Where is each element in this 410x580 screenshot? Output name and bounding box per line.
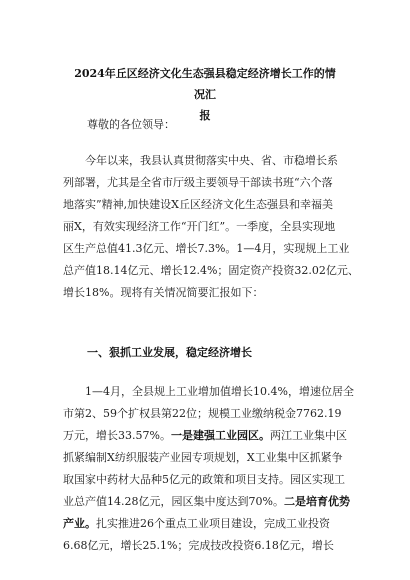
intro-line: 列部署，尤其是全省市厅级主要领导干部读书班“六个落 <box>63 176 333 189</box>
section1-paragraph <box>63 381 354 557</box>
section-heading: 一、狠抓工业发展，稳定经济增长 <box>87 346 252 359</box>
section1-line: 1—4月，全县规上工业增加值增长10.4%，增速位居全 <box>85 385 354 398</box>
section1-line <box>63 513 346 535</box>
intro-line: 地落实”精神,加快建设X丘区经济文化生态强县和幸福美 <box>63 198 333 211</box>
intro-line: 丽X，有效实现经济工作“开门红”。一季度，全县实现地 <box>63 220 336 233</box>
section1-line: 6.68亿元，增长25.1%；完成技改投资6.18亿元，增长 <box>63 539 334 552</box>
section1-line <box>63 491 350 513</box>
section1-line: 市第2、59个扩权县第22位；规模工业缴纳税金7762.19 <box>63 407 342 420</box>
section1-line: 取国家中药材大品种5亿元的政策和项目支持。园区实现工 <box>63 473 345 486</box>
salutation: 尊敬的各位领导： <box>87 118 175 131</box>
title-line-1: 2024年丘区经济文化生态强县稳定经济增长工作的情况汇 <box>74 67 336 101</box>
title-line-2: 报 <box>199 109 211 122</box>
bold-text-run: 二是培育优势 <box>283 495 350 508</box>
bold-text-run: 产业。 <box>63 517 96 530</box>
bold-text-run: 一是建强工业园区。 <box>170 429 270 442</box>
intro-line: 区生产总值41.3亿元、增长7.3%。1—4月，实现规上工业 <box>63 242 350 255</box>
intro-line: 总产值18.14亿元、增长12.4%；固定资产投资32.02亿元、 <box>63 264 359 277</box>
text-run: 两江工业集中区 <box>269 429 347 442</box>
section1-line: 抓紧编制X纺织服装产业园专项规划，X工业集中区抓紧争 <box>63 451 343 464</box>
text-run: 扎实推进26个重点工业项目建设，完成工业投资 <box>96 517 330 530</box>
intro-line: 增长18%。现将有关情况简要汇报如下： <box>63 286 264 299</box>
text-run: 万元，增长33.57%。 <box>63 429 171 442</box>
section1-line <box>63 425 346 447</box>
text-run: 业总产值14.28亿元，园区集中度达到70%。 <box>63 495 284 508</box>
intro-line: 今年以来，我县认真贯彻落实中央、省、市稳增长系 <box>85 154 338 167</box>
intro-paragraph <box>63 150 359 304</box>
